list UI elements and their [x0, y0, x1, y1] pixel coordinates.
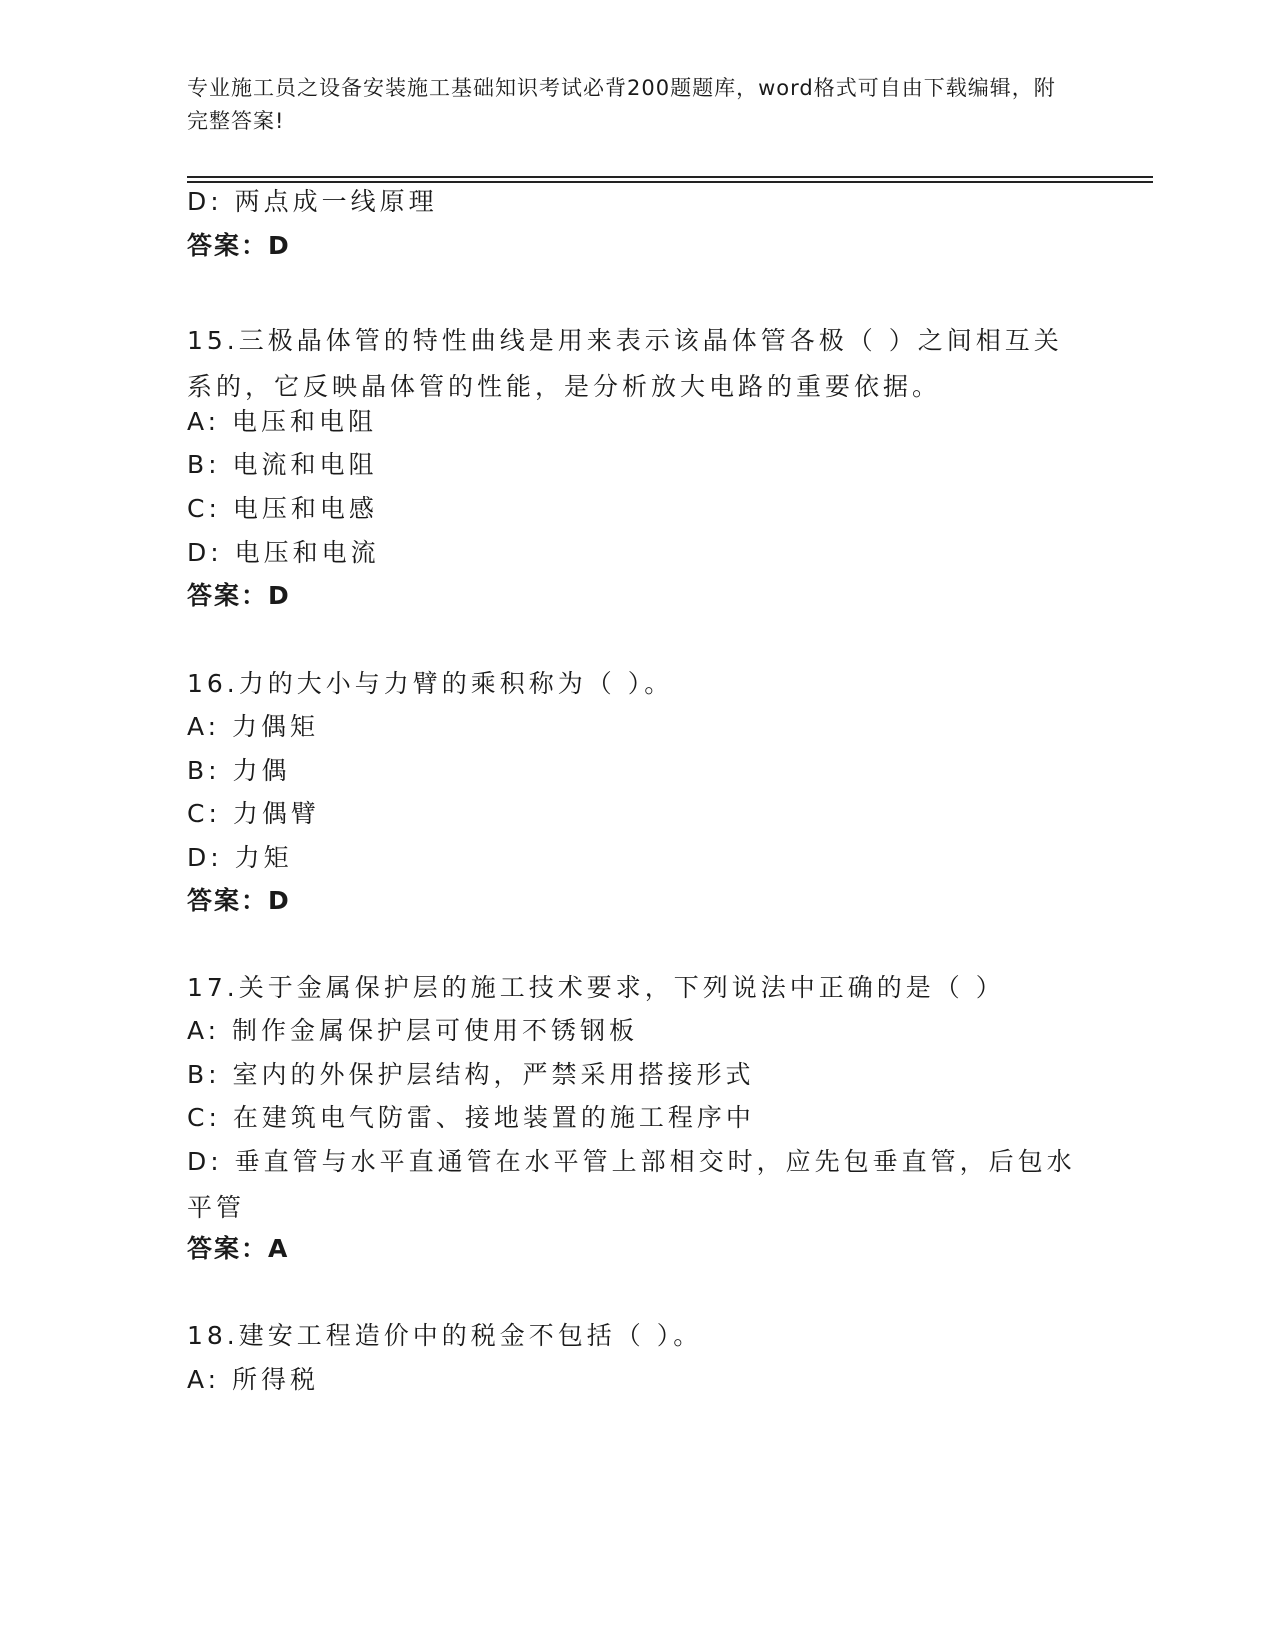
- answer: 答案：D: [187, 231, 291, 260]
- option-a: A: 制作金属保护层可使用不锈钢板: [187, 1016, 639, 1045]
- option-d: D: 两点成一线原理: [187, 187, 438, 216]
- option-b: B: 力偶: [187, 756, 291, 785]
- question-16: 16.力的大小与力臂的乘积称为（ ）。: [187, 669, 674, 698]
- answer: 答案：D: [187, 581, 291, 610]
- option-d: D: 力矩: [187, 843, 293, 872]
- option-c: C: 在建筑电气防雷、接地装置的施工程序中: [187, 1103, 755, 1132]
- option-b: B: 室内的外保护层结构，严禁采用搭接形式: [187, 1060, 755, 1089]
- document-header: 专业施工员之设备安装施工基础知识考试必背200题题库，word格式可自由下载编辑，附完整答案!: [187, 76, 1056, 133]
- option-a: A: 所得税: [187, 1365, 320, 1394]
- question-17: 17.关于金属保护层的施工技术要求，下列说法中正确的是（ ）: [187, 973, 1005, 1002]
- option-d: D: 电压和电流: [187, 538, 380, 567]
- answer: 答案：D: [187, 886, 291, 915]
- option-c: C: 力偶臂: [187, 799, 320, 828]
- option-d: D: 垂直管与水平直通管在水平管上部相交时，应先包垂直管，后包水平管: [187, 1147, 1076, 1222]
- header-divider-bottom: [187, 181, 1153, 183]
- header-divider-top: [187, 176, 1153, 178]
- option-b: B: 电流和电阻: [187, 450, 378, 479]
- option-c: C: 电压和电感: [187, 494, 378, 523]
- option-a: A: 电压和电阻: [187, 407, 378, 436]
- answer: 答案：A: [187, 1234, 290, 1263]
- question-18: 18.建安工程造价中的税金不包括（ ）。: [187, 1321, 703, 1350]
- question-15: 15.三极晶体管的特性曲线是用来表示该晶体管各极（ ）之间相互关系的，它反映晶体管的性能，是分析放大电路的重要依据。: [187, 326, 1063, 401]
- option-a: A: 力偶矩: [187, 712, 320, 741]
